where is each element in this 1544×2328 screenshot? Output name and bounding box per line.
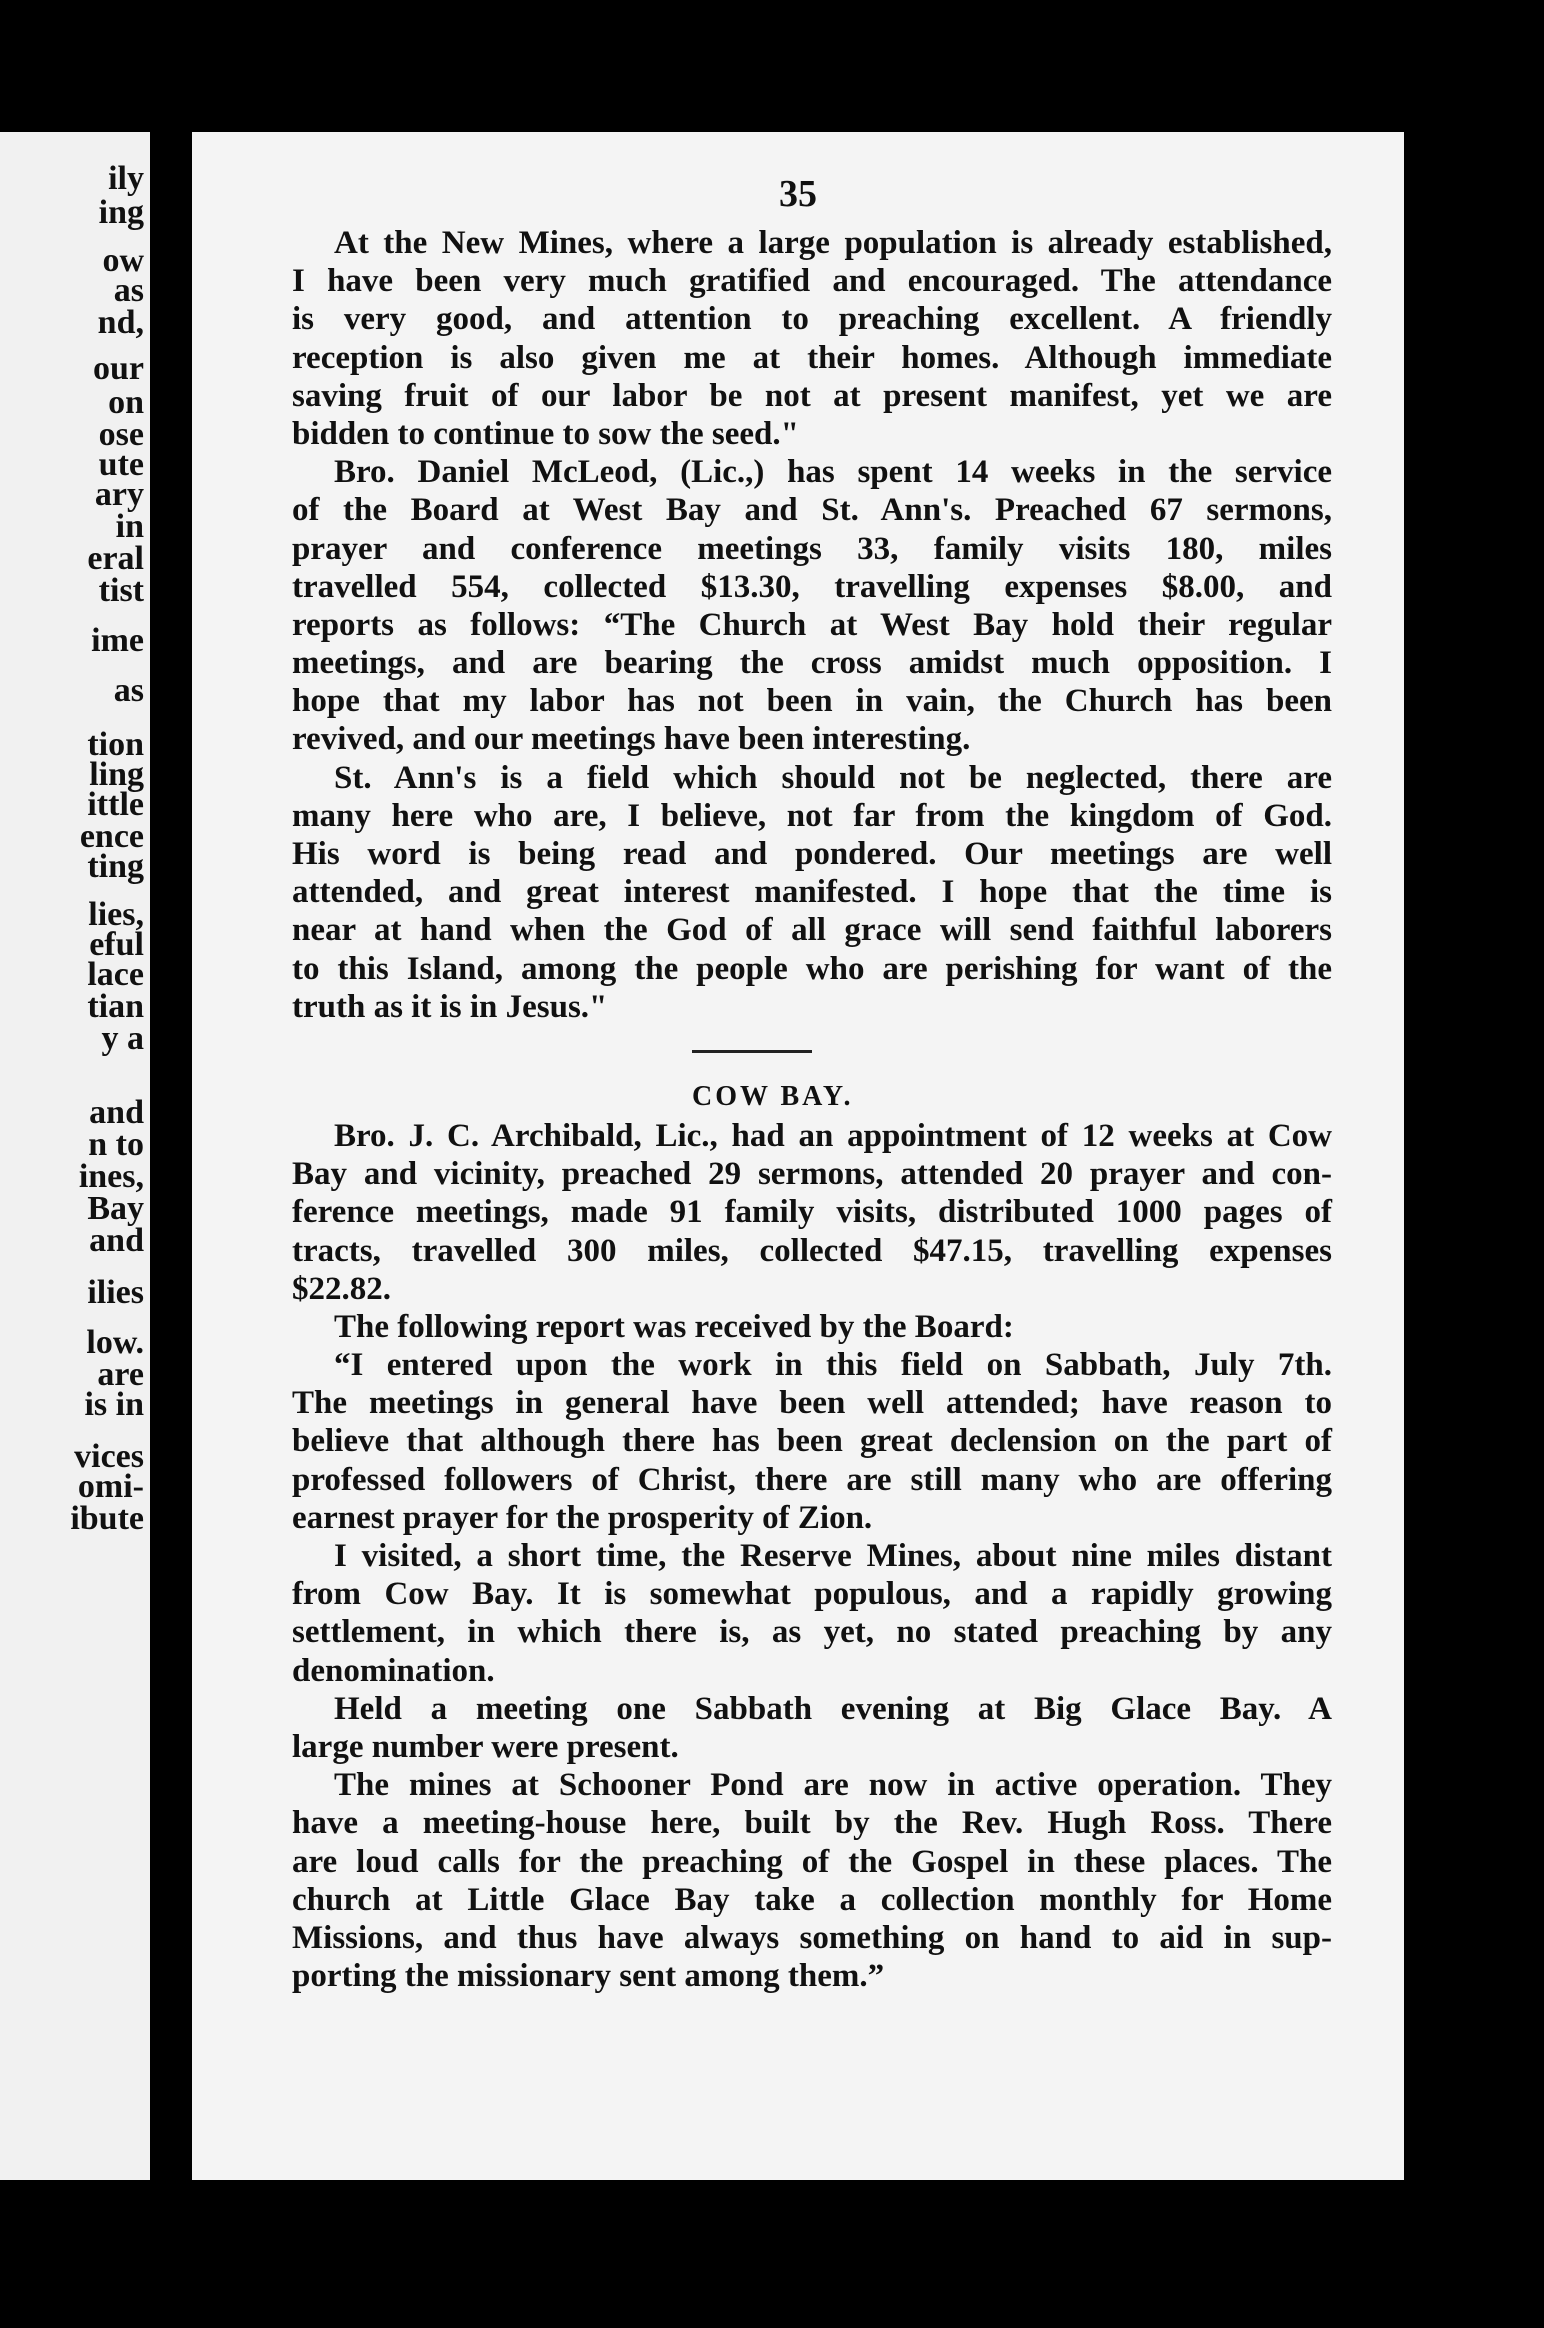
text-line: bidden to continue to sow the seed." [292, 415, 799, 452]
left-page-line: nd, [97, 304, 144, 341]
text-line: hope that my labor has not been in vain, the Church has been [292, 683, 1332, 720]
text-line: The meetings in general have been well attended; have reason to [292, 1385, 1332, 1422]
text-line: “I entered upon the work in this field on Sabbath, July 7th. [334, 1347, 1332, 1384]
left-page-fragment [0, 132, 150, 2180]
text-line: St. Ann's is a field which should not be neglected, there are [334, 759, 1332, 796]
left-page-line: ence [79, 818, 144, 855]
section-heading: COW BAY. [692, 1080, 854, 1112]
left-page-line: ling [89, 756, 144, 793]
left-page-line: in [115, 508, 144, 545]
page-number: 35 [779, 173, 817, 215]
text-line: Bro. J. C. Archibald, Lic., had an appointment of 12 weeks at Cow [334, 1117, 1332, 1154]
left-page-line: on [108, 384, 144, 421]
text-line: reception is also given me at their homes. Although immediate [292, 339, 1332, 376]
paragraph [292, 1308, 1332, 1346]
text-line: His word is being read and pondered. Our meetings are well [292, 836, 1332, 872]
left-page-line: ime [91, 622, 144, 659]
text-line: settlement, in which there is, as yet, no stated preaching by any [292, 1614, 1332, 1651]
text-line: ference meetings, made 91 family visits, distributed 1000 pages of [292, 1194, 1332, 1231]
left-page-line: n to [88, 1126, 144, 1163]
left-page-line: as [113, 672, 144, 709]
paragraph [292, 1346, 1332, 1537]
paragraph [292, 1117, 1332, 1308]
text-line: is very good, and attention to preaching excellent. A friendly [292, 301, 1332, 338]
text-line: truth as it is in Jesus." [292, 988, 608, 1025]
book-gutter [150, 132, 192, 2180]
left-page-line: vices [74, 1438, 144, 1475]
paragraph [292, 1690, 1332, 1766]
text-line: large number were present. [292, 1728, 679, 1765]
text-line: I visited, a short time, the Reserve Mines, about nine miles distant [334, 1538, 1332, 1574]
left-page-line: lace [87, 956, 144, 993]
left-page-line: low. [86, 1324, 144, 1361]
text-line: revived, and our meetings have been interesting. [292, 721, 971, 758]
text-line: professed followers of Christ, there are still many who are offering [292, 1461, 1332, 1498]
text-line: The following report was received by the Board: [334, 1308, 1014, 1345]
left-page-line: ittle [87, 786, 144, 823]
left-page-line: ary [94, 476, 144, 513]
text-line: meetings, and are bearing the cross amidst much opposition. I [292, 645, 1332, 682]
left-page-line: ose [98, 416, 144, 453]
text-line: Missions, and thus have always something on hand to aid in sup- [292, 1919, 1332, 1956]
left-page-line: ilies [87, 1274, 144, 1311]
left-page-line: and [89, 1222, 144, 1259]
left-page-line: omi- [77, 1468, 144, 1505]
text-line: prayer and conference meetings 33, family visits 180, miles [292, 530, 1332, 567]
text-line: from Cow Bay. It is somewhat populous, and a rapidly growing [292, 1576, 1332, 1613]
text-line: $22.82. [292, 1270, 391, 1307]
paragraph [292, 453, 1332, 759]
left-page-line: our [93, 350, 144, 387]
text-line: reports as follows: “The Church at West Bay hold their regular [292, 606, 1332, 643]
text-line: Bay and vicinity, preached 29 sermons, attended 20 prayer and con- [292, 1156, 1332, 1193]
left-page-line: tist [98, 572, 144, 609]
left-page-line: ute [98, 446, 144, 483]
left-page-line: eral [87, 540, 144, 577]
text-line: attended, and great interest manifested. I hope that the time is [292, 874, 1332, 911]
book-page [192, 132, 1404, 2180]
left-page-line: eful [89, 926, 144, 963]
left-page-line: ing [98, 194, 144, 231]
text-line: are loud calls for the preaching of the Gospel in these places. The [292, 1843, 1332, 1880]
paragraph [292, 759, 1332, 1026]
left-page-line: ily [108, 160, 144, 197]
paragraph [292, 1766, 1332, 1995]
left-page-line: ibute [70, 1500, 144, 1537]
page-text [292, 224, 1332, 1995]
paragraph [292, 224, 1332, 453]
text-line: Held a meeting one Sabbath evening at Big Glace Bay. A [334, 1690, 1332, 1727]
text-line: At the New Mines, where a large population is already established, [334, 225, 1332, 261]
text-line: denomination. [292, 1652, 495, 1689]
left-page-line: lies, [88, 896, 144, 933]
left-page-line: Bay [87, 1190, 144, 1227]
text-line: of the Board at West Bay and St. Ann's. Preached 67 sermons, [292, 492, 1332, 529]
left-page-line: y a [101, 1020, 144, 1057]
left-page-line: is in [84, 1386, 144, 1423]
text-line: saving fruit of our labor be not at present manifest, yet we are [292, 377, 1332, 414]
left-page-line: tian [87, 988, 144, 1025]
text-line: Bro. Daniel McLeod, (Lic.,) has spent 14 weeks in the service [334, 454, 1332, 491]
left-page-line: and [89, 1094, 144, 1131]
text-line: earnest prayer for the prosperity of Zion. [292, 1499, 873, 1536]
text-line: have a meeting-house here, built by the Rev. Hugh Ross. There [292, 1805, 1332, 1842]
text-line: tracts, travelled 300 miles, collected $47.15, travelling expenses [292, 1232, 1332, 1269]
left-page-line: are [97, 1356, 144, 1393]
paragraph [292, 1537, 1332, 1690]
left-page-line: ting [87, 848, 144, 885]
text-line: believe that although there has been great declension on the part of [292, 1423, 1332, 1460]
section-divider [692, 1050, 812, 1053]
text-line: to this Island, among the people who are perishing for want of the [292, 950, 1332, 987]
text-line: I have been very much gratified and encouraged. The attendance [292, 263, 1332, 300]
left-page-line: ines, [78, 1158, 144, 1195]
text-line: church at Little Glace Bay take a collection monthly for Home [292, 1881, 1332, 1918]
text-line: The mines at Schooner Pond are now in active operation. They [334, 1767, 1332, 1804]
text-line: near at hand when the God of all grace will send faithful laborers [292, 912, 1332, 949]
left-page-line: ow [102, 242, 144, 279]
left-page-line: as [113, 272, 144, 309]
left-page-line: tion [87, 726, 144, 763]
text-line: many here who are, I believe, not far from the kingdom of God. [292, 797, 1332, 834]
text-line: porting the missionary sent among them.” [292, 1958, 885, 1995]
text-line: travelled 554, collected $13.30, travelling expenses $8.00, and [292, 568, 1332, 605]
